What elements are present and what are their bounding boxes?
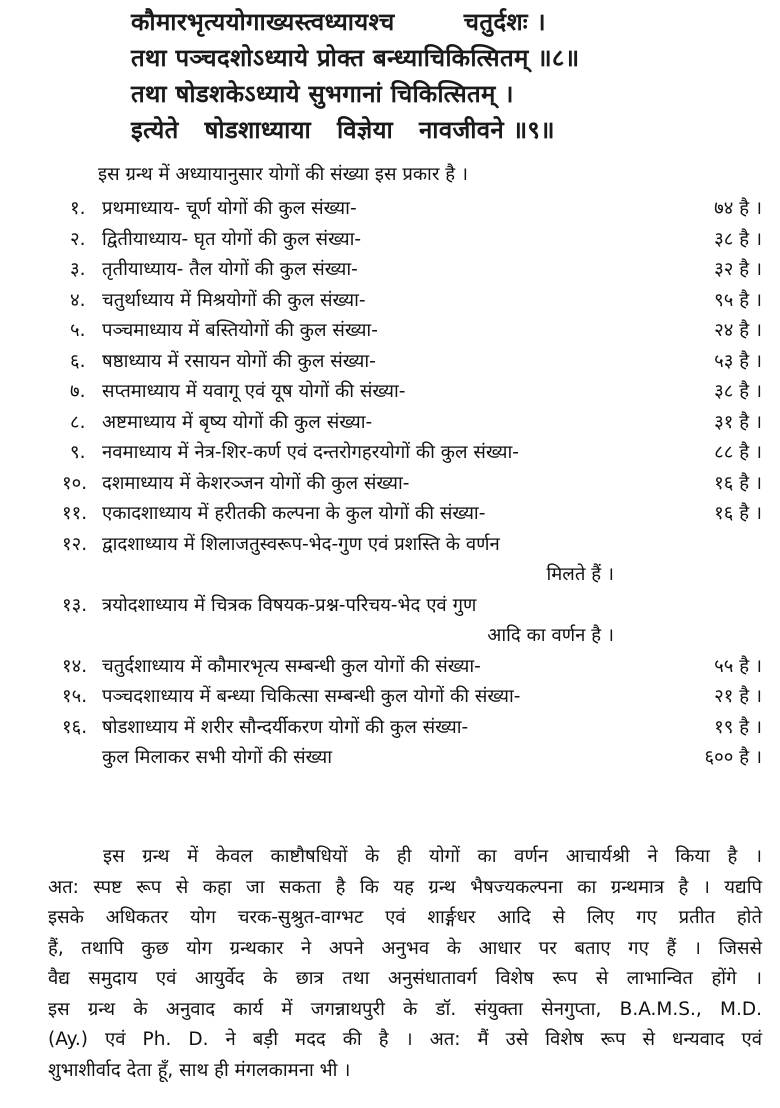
chapter-text: दशमाध्याय में केशरञ्जन योगों की कुल संख्या- (102, 472, 410, 494)
chapter-count: ३८ है । (714, 228, 762, 250)
verse-line: कौमारभृत्ययोगाख्यस्त्वध्यायश्च चतुर्दशः । (131, 7, 546, 36)
chapter-row (62, 499, 762, 530)
chapter-count: २४ है । (714, 320, 762, 341)
chapter-row (62, 591, 762, 622)
chapter-row-continuation (62, 560, 762, 591)
chapter-row (62, 438, 762, 469)
chapter-count: ५३ है । (714, 350, 762, 372)
chapter-count: ३२ है । (714, 259, 762, 280)
chapter-continuation-text: मिलते हैं । (546, 564, 614, 585)
total-count: ६०० है । (704, 747, 762, 768)
chapter-text: पञ्चमाध्याय में बस्तियोगों की कुल संख्या- (102, 320, 378, 341)
chapter-row (62, 713, 762, 744)
paragraph-line: (Ay.) एवं Ph. D. ने बड़ी मदद की है । अत: मैं उसे विशेष रूप से धन्यवाद एवं (48, 1029, 762, 1050)
chapter-number: १४. (62, 655, 88, 677)
chapter-count: २१ है । (714, 686, 762, 707)
chapter-count: १६ है । (714, 503, 762, 524)
chapter-number: १२. (62, 533, 88, 555)
chapter-row (62, 347, 762, 378)
total-row (62, 743, 762, 774)
chapter-number: ७. (70, 381, 86, 402)
chapter-continuation-text: आदि का वर्णन है । (487, 625, 614, 646)
chapter-text: तृतीयाध्याय- तैल योगों की कुल संख्या- (102, 259, 358, 280)
chapter-number: ३. (70, 259, 86, 280)
paragraph-line: इसके अधिकतर योग चरक-सुश्रुत-वाग्भट एवं शार्ङ्गधर आदि से लिए गए प्रतीत होते (48, 907, 762, 928)
chapter-text: षष्ठाध्याय में रसायन योगों की कुल संख्या- (102, 350, 376, 372)
chapter-row (62, 469, 762, 500)
paragraph-line: इस ग्रन्थ में केवल काष्टौषधियों के ही योगों का वर्णन आचार्यश्री ने किया है । (103, 846, 762, 867)
chapter-text: एकादशाध्याय में हरीतकी कल्पना के कुल योगों की संख्या- (102, 503, 486, 524)
chapter-row (62, 408, 762, 439)
chapter-row (62, 225, 762, 256)
chapter-count: ५५ है । (714, 655, 762, 677)
chapter-row (62, 652, 762, 683)
total-text: कुल मिलाकर सभी योगों की संख्या (102, 747, 332, 768)
verse-line: इत्येते षोडशाध्याया विज्ञेया नावजीवने ॥९॥ (131, 115, 555, 144)
chapter-text: अष्टमाध्याय में बृष्य योगों की कुल संख्या- (102, 411, 373, 433)
paragraph-line: इस ग्रन्थ के अनुवाद कार्य में जगन्नाथपुरी के डॉ. संयुक्ता सेनगुप्ता, B.A.M.S., M.D. (48, 998, 762, 1020)
chapter-number: १६. (62, 716, 88, 738)
chapter-row (62, 530, 762, 561)
chapter-text: पञ्चदशाध्याय में बन्ध्या चिकित्सा सम्बन्धी कुल योगों की संख्या- (102, 686, 521, 707)
chapter-number: ६. (70, 350, 86, 372)
chapter-row (62, 377, 762, 408)
paragraph-line: अत: स्पष्ट रूप से कहा जा सकता है कि यह ग्रन्थ भैषज्यकल्पना का ग्रन्थमात्र है । यद्यपि (48, 876, 762, 898)
chapter-count: ७४ है । (714, 198, 762, 219)
chapter-count: १९ है । (714, 716, 762, 738)
chapter-number: ५. (70, 320, 86, 341)
chapter-number: १. (70, 198, 86, 219)
chapter-row (62, 286, 762, 317)
chapter-text: त्रयोदशाध्याय में चित्रक विषयक-प्रश्न-परिचय-भेद एवं गुण (102, 594, 477, 616)
chapter-number: ९. (70, 442, 86, 463)
chapter-text: षोडशाध्याय में शरीर सौन्दर्यीकरण योगों की कुल संख्या- (102, 716, 469, 738)
chapter-row (62, 316, 762, 347)
chapter-count: ३८ है । (714, 381, 762, 402)
chapter-list (62, 194, 762, 774)
paragraph-line: हैं, तथापि कुछ योग ग्रन्थकार ने अपने अनुभव के आधार पर बताए गए हैं । जिससे (48, 937, 762, 959)
chapter-number: १०. (62, 472, 88, 494)
chapter-count: ८८ है । (714, 442, 762, 463)
chapter-row-continuation (62, 621, 762, 652)
chapter-count: ९५ है । (714, 289, 762, 311)
intro-sentence: इस ग्रन्थ में अध्यायानुसार योगों की संख्या इस प्रकार है । (98, 164, 469, 185)
paragraph-line: शुभाशीर्वाद देता हूँ, साथ ही मंगलकामना भी । (48, 1059, 351, 1081)
chapter-text: चतुर्थाध्याय में मिश्रयोगों की कुल संख्या- (102, 289, 366, 311)
chapter-count: १६ है । (714, 472, 762, 494)
chapter-row (62, 194, 762, 225)
chapter-row (62, 682, 762, 713)
chapter-text: सप्तमाध्याय में यवागू एवं यूष योगों की संख्या- (102, 381, 406, 402)
chapter-number: २. (70, 228, 86, 250)
paragraph-line: वैद्य समुदाय एवं आयुर्वेद के छात्र तथा अनुसंधातावर्ग विशेष रूप से लाभान्वित होंगे । (48, 968, 762, 989)
chapter-text: नवमाध्याय में नेत्र-शिर-कर्ण एवं दन्तरोगहरयोगों की कुल संख्या- (102, 442, 519, 463)
sanskrit-verse (131, 4, 661, 148)
chapter-number: ४. (70, 289, 86, 311)
chapter-number: १३. (62, 594, 88, 616)
chapter-row (62, 255, 762, 286)
verse-line: तथा पञ्चदशोऽध्याये प्रोक्त बन्ध्याचिकित्सितम् ॥८॥ (131, 43, 580, 72)
chapter-text: चतुर्दशाध्याय में कौमारभृत्य सम्बन्धी कुल योगों की संख्या- (102, 655, 481, 677)
closing-paragraph (48, 842, 762, 1086)
chapter-text: द्वितीयाध्याय- घृत योगों की कुल संख्या- (102, 228, 362, 250)
verse-line: तथा षोडशकेऽध्याये सुभगानां चिकित्सितम् । (131, 79, 514, 108)
chapter-count: ३१ है । (714, 411, 762, 433)
chapter-text: प्रथमाध्याय- चूर्ण योगों की कुल संख्या- (102, 198, 357, 219)
chapter-number: ११. (62, 503, 88, 524)
chapter-number: १५. (62, 686, 88, 707)
chapter-number: ८. (70, 411, 86, 433)
chapter-text: द्वादशाध्याय में शिलाजतुस्वरूप-भेद-गुण एवं प्रशस्ति के वर्णन (102, 533, 500, 555)
